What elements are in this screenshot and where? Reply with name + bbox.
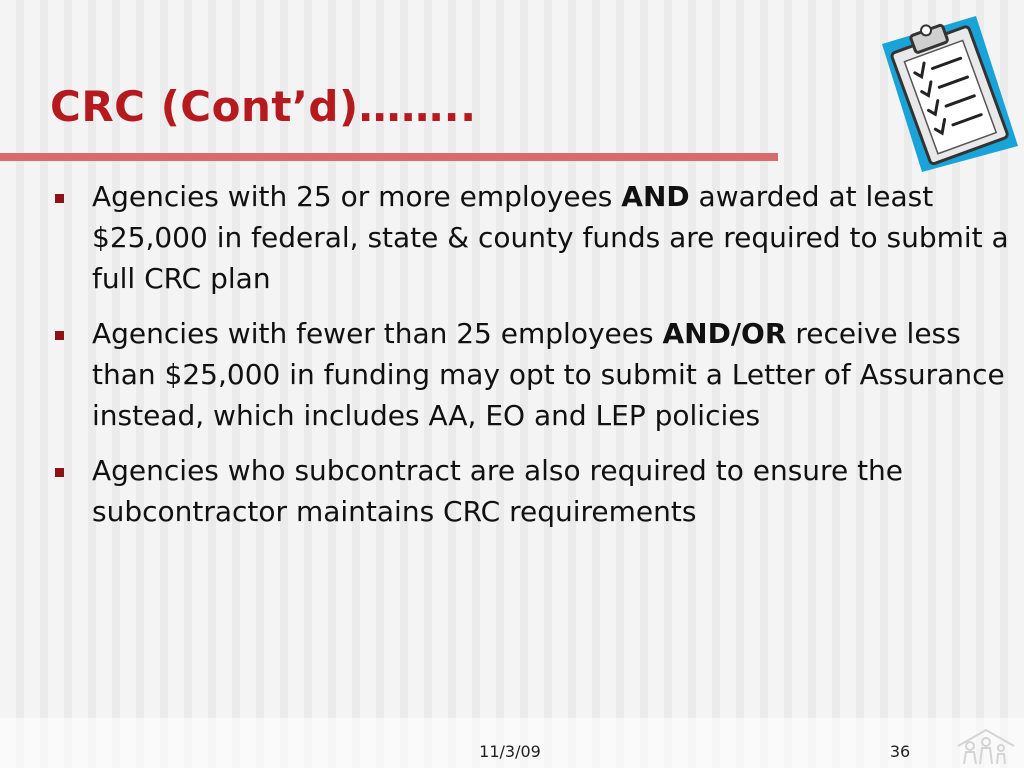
title-divider	[0, 153, 778, 161]
bullet-text: Agencies with fewer than 25 employees	[92, 317, 663, 350]
bullet-marker	[55, 331, 64, 340]
footer-date: 11/3/09	[479, 742, 541, 761]
bullet-text: Agencies with 25 or more employees	[92, 180, 622, 213]
bullet-text: awarded at least $25,000 in federal, state & county funds are required to submit a full CRC plan	[92, 180, 1009, 295]
family-logo-icon	[954, 726, 1018, 766]
bullet-emphasis: AND/OR	[662, 317, 787, 350]
bullet-item	[52, 450, 1012, 532]
clipboard-checklist-icon	[876, 14, 1022, 174]
bullet-item	[52, 313, 1012, 436]
slide-title: CRC (Cont’d)……..	[50, 82, 477, 131]
bullet-list	[52, 176, 1012, 546]
bullet-marker	[55, 468, 64, 477]
bullet-text: Agencies who subcontract are also required to ensure the subcontractor maintains CRC requirements	[92, 454, 904, 528]
bullet-text: receive less than $25,000 in funding may opt to submit a Letter of Assurance instead, which includes AA, EO and LEP policies	[92, 317, 1005, 432]
bullet-emphasis: AND	[621, 180, 690, 213]
page-number: 36	[889, 742, 911, 761]
bullet-item	[52, 176, 1012, 299]
bullet-marker	[55, 194, 64, 203]
